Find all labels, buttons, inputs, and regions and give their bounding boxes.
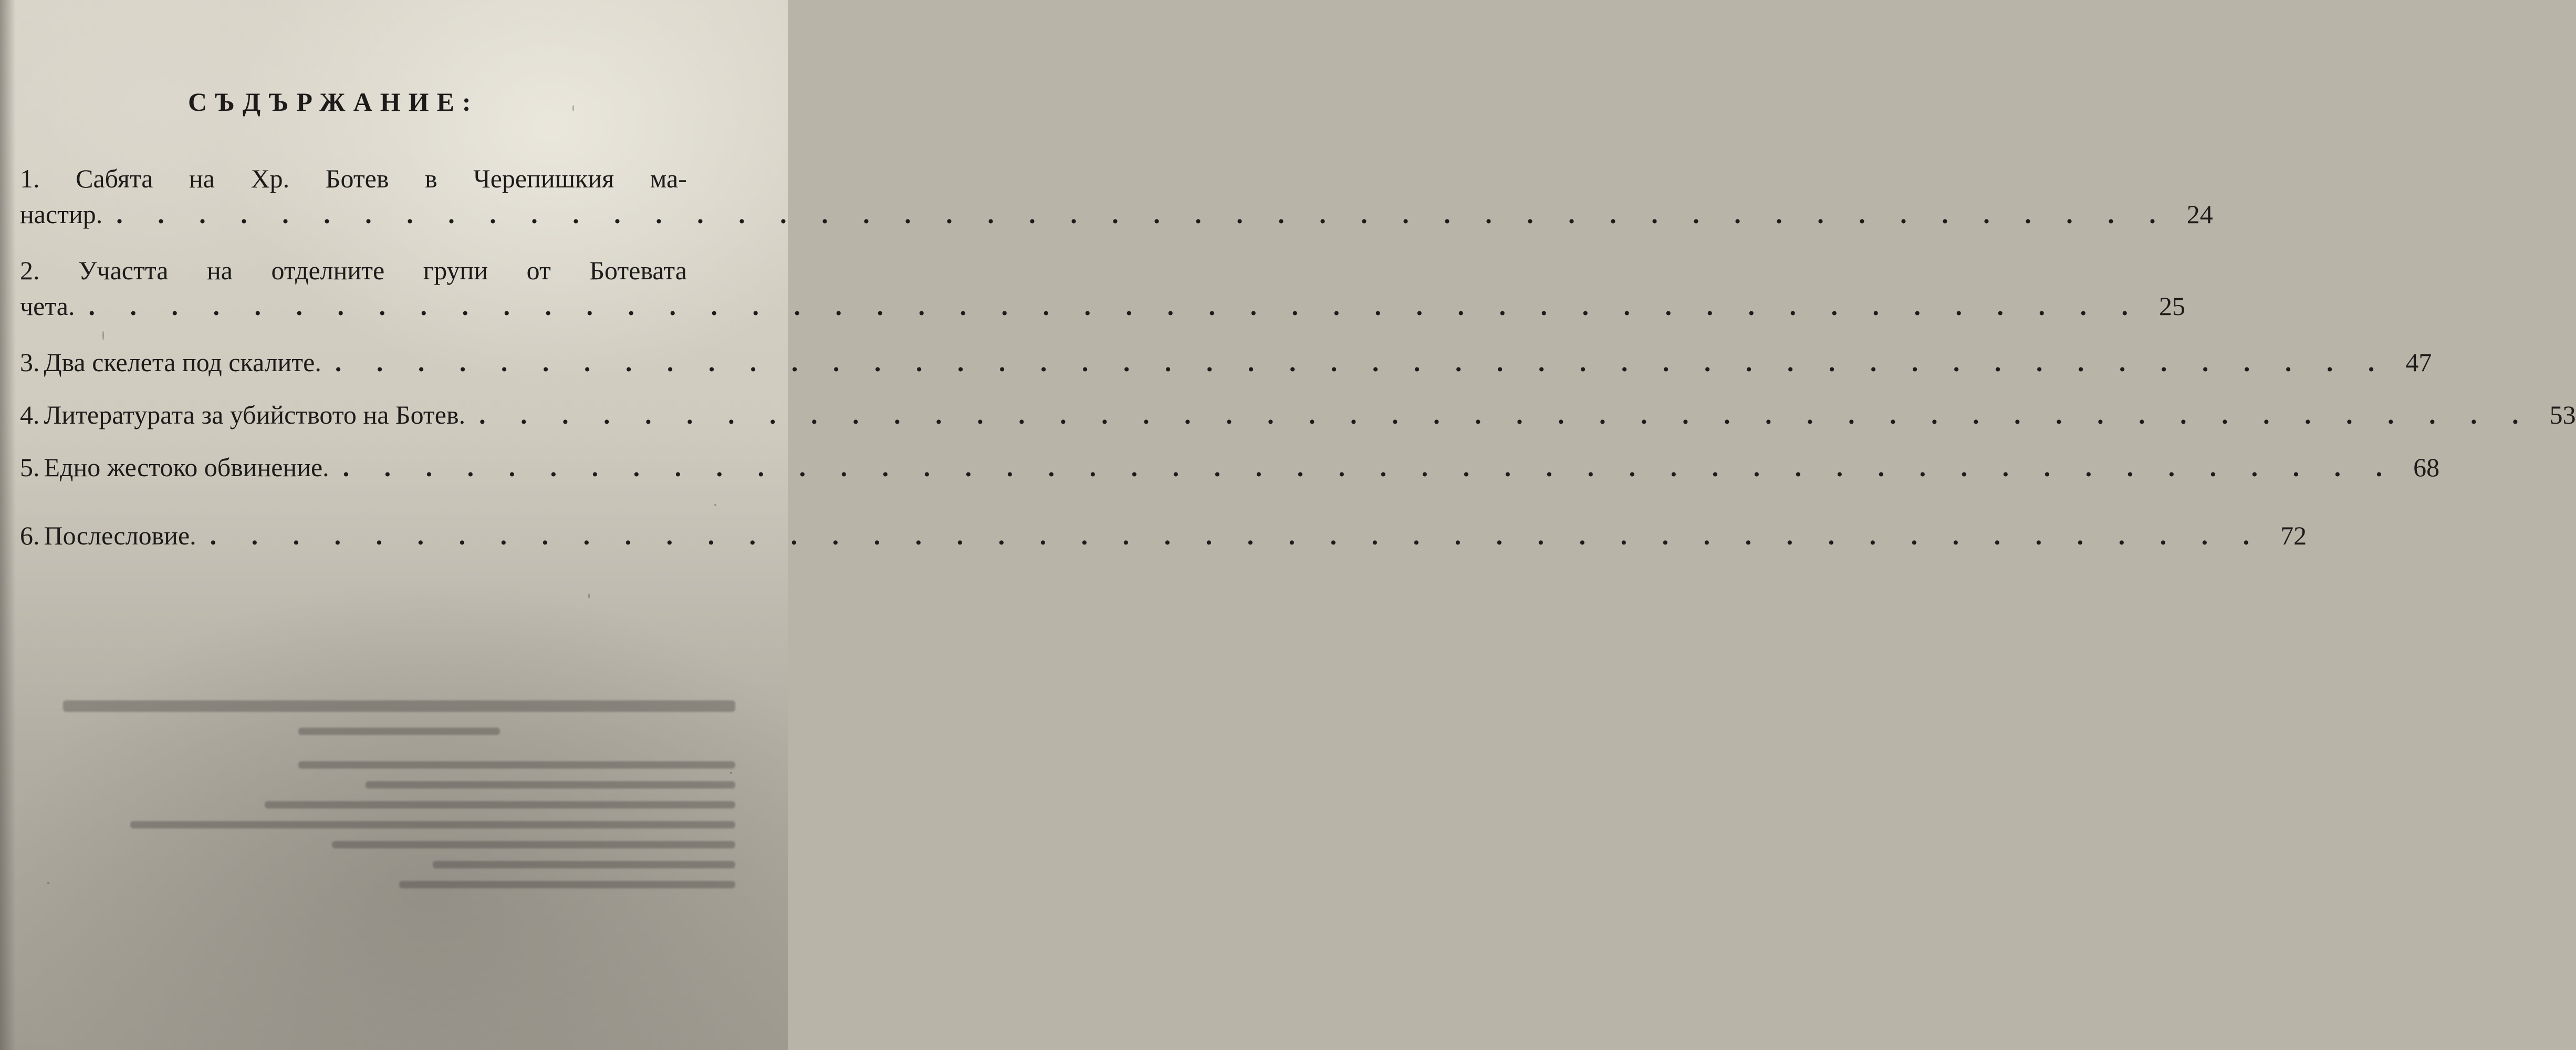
toc-entry-3 (20, 346, 2432, 378)
entry-number: 2. (20, 256, 40, 285)
toc-entry-2 (20, 255, 2185, 322)
entry-word: в (425, 164, 437, 193)
dot-leader: . . . . . . . . . . . . . . . . . . . . . . . . . . . . . . . . . . . . . . . . . . . . . . . . . . (479, 400, 2533, 429)
entry-number: 3. (20, 348, 40, 377)
entry-text: настир. (20, 200, 103, 229)
toc-entry-line (20, 255, 687, 286)
entry-word: Черепишкия (473, 164, 614, 193)
page-number: 53 (2549, 400, 2576, 429)
entry-word: Участта (78, 256, 169, 285)
toc-entry-line (20, 452, 2440, 483)
entry-text: Послесловие. (44, 521, 196, 550)
page-number: 25 (2159, 291, 2185, 321)
dot-leader: . . . . . . . . . . . . . . . . . . . . . . . . . . . . . . . . . . . . . . . . . . . . . . . . . . (210, 521, 2264, 550)
page-number: 24 (2186, 200, 2213, 229)
entry-word: отделните (271, 256, 385, 285)
dot-leader: . . . . . . . . . . . . . . . . . . . . . . . . . . . . . . . . . . . . . . . . . . . . . . . . . . (342, 453, 2397, 482)
show-through-text (63, 688, 735, 901)
page-number: 68 (2413, 453, 2440, 482)
paper-fleck (714, 504, 716, 506)
entry-number: 4. (20, 400, 40, 429)
paper-fleck (572, 105, 574, 111)
toc-entry-5 (20, 452, 2440, 483)
toc-entry-line (20, 198, 2213, 230)
show-through-line (433, 861, 735, 868)
page-number: 72 (2280, 521, 2307, 550)
entry-word: от (526, 256, 551, 285)
entry-text: Два скелета под скалите. (44, 348, 321, 377)
entry-number: 1. (20, 164, 40, 193)
entry-word: Ботев (325, 164, 389, 193)
dot-leader: . . . . . . . . . . . . . . . . . . . . . . . . . . . . . . . . . . . . . . . . . . . . . . . . . . (335, 348, 2389, 377)
entry-text: Литературата за убийството на Ботев. (44, 400, 466, 429)
toc-entry-line (20, 520, 2307, 551)
show-through-line (130, 821, 735, 828)
paper-fleck (730, 772, 732, 774)
show-through-line (298, 761, 735, 769)
show-through-line (265, 801, 735, 808)
toc-entry-line (20, 290, 2185, 322)
toc-entry-4 (20, 399, 2576, 430)
paper-fleck (588, 593, 590, 598)
entry-text: Едно жестоко обвинение. (44, 453, 329, 482)
toc-entry-1 (20, 163, 2213, 230)
toc-entry-line (20, 346, 2432, 378)
show-through-line (298, 728, 500, 735)
show-through-line (366, 781, 735, 789)
paper-fleck (102, 331, 104, 340)
entry-word: групи (423, 256, 488, 285)
entry-number: 5. (20, 453, 40, 482)
entry-text: чета. (20, 291, 75, 321)
toc-entry-6 (20, 520, 2307, 551)
entry-word: на (207, 256, 233, 285)
show-through-line (399, 881, 735, 888)
show-through-line (332, 841, 735, 848)
entry-number: 6. (20, 521, 40, 550)
toc-entry-line (20, 399, 2576, 430)
entry-word: Хр. (251, 164, 290, 193)
entry-word: Ботевата (589, 256, 687, 285)
dot-leader: . . . . . . . . . . . . . . . . . . . . . . . . . . . . . . . . . . . . . . . . . . . . . . . . . . (116, 200, 2170, 229)
dot-leader: . . . . . . . . . . . . . . . . . . . . . . . . . . . . . . . . . . . . . . . . . . . . . . . . . . (88, 291, 2142, 321)
entry-word: Сабята (76, 164, 153, 193)
page-number: 47 (2405, 348, 2432, 377)
paper-fleck (47, 882, 49, 884)
toc-entry-line (20, 163, 687, 194)
entry-word: ма- (650, 164, 687, 193)
show-through-line (63, 700, 735, 712)
entry-word: на (189, 164, 215, 193)
page-title: СЪДЪРЖАНИЕ: (188, 87, 479, 117)
